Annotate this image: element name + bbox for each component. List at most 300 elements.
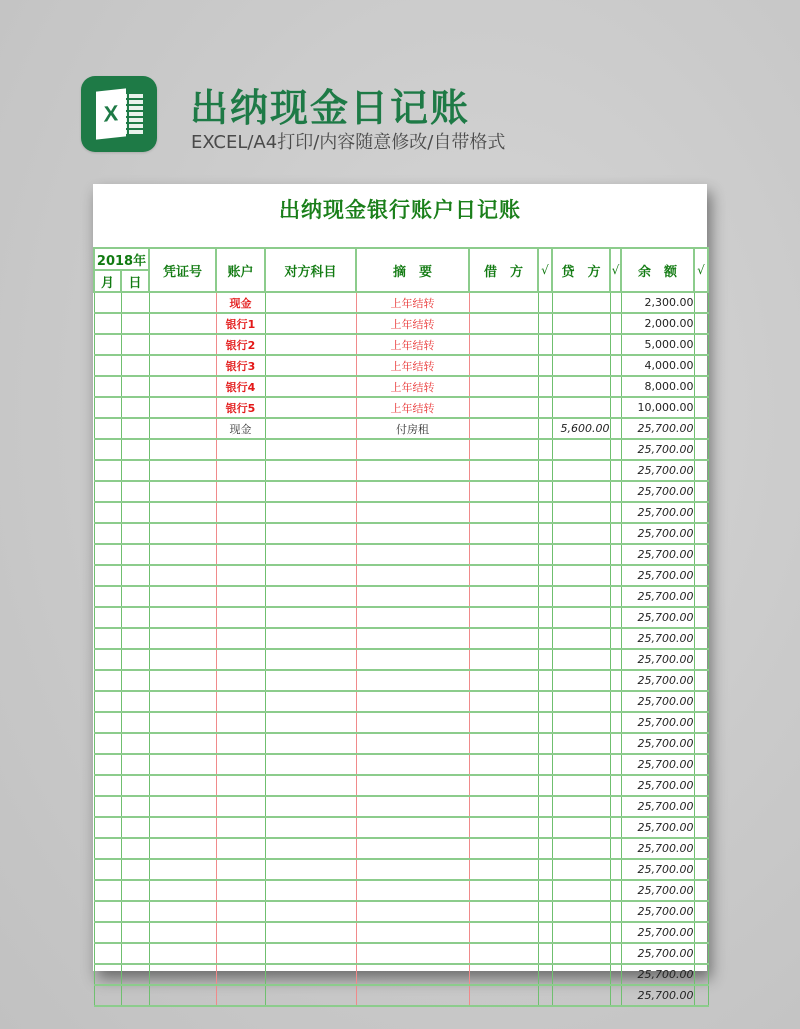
cell-debit[interactable] bbox=[469, 565, 538, 586]
cell-credit-check[interactable] bbox=[610, 292, 621, 313]
cell-balance[interactable]: 8,000.00 bbox=[621, 376, 694, 397]
cell-balance-check[interactable] bbox=[694, 754, 708, 775]
cell-balance[interactable]: 25,700.00 bbox=[621, 838, 694, 859]
cell-summary[interactable] bbox=[356, 775, 469, 796]
cell-voucher[interactable] bbox=[149, 586, 216, 607]
cell-credit-check[interactable] bbox=[610, 502, 621, 523]
cell-debit[interactable] bbox=[469, 670, 538, 691]
cell-account[interactable] bbox=[216, 817, 265, 838]
cell-debit[interactable] bbox=[469, 439, 538, 460]
cell-day[interactable] bbox=[121, 838, 149, 859]
cell-debit-check[interactable] bbox=[538, 943, 552, 964]
cell-account[interactable] bbox=[216, 460, 265, 481]
cell-credit-check[interactable] bbox=[610, 376, 621, 397]
cell-credit-check[interactable] bbox=[610, 922, 621, 943]
cell-day[interactable] bbox=[121, 943, 149, 964]
cell-debit-check[interactable] bbox=[538, 502, 552, 523]
cell-debit-check[interactable] bbox=[538, 754, 552, 775]
cell-debit-check[interactable] bbox=[538, 628, 552, 649]
cell-counter-account[interactable] bbox=[265, 292, 356, 313]
cell-voucher[interactable] bbox=[149, 838, 216, 859]
cell-credit[interactable] bbox=[552, 838, 610, 859]
cell-credit[interactable] bbox=[552, 313, 610, 334]
cell-balance-check[interactable] bbox=[694, 544, 708, 565]
cell-credit[interactable] bbox=[552, 985, 610, 1006]
cell-debit[interactable] bbox=[469, 502, 538, 523]
cell-credit[interactable] bbox=[552, 544, 610, 565]
cell-credit[interactable] bbox=[552, 859, 610, 880]
cell-debit-check[interactable] bbox=[538, 439, 552, 460]
cell-day[interactable] bbox=[121, 544, 149, 565]
cell-debit[interactable] bbox=[469, 733, 538, 754]
cell-account[interactable] bbox=[216, 880, 265, 901]
cell-debit-check[interactable] bbox=[538, 880, 552, 901]
cell-account[interactable] bbox=[216, 838, 265, 859]
cell-balance[interactable]: 25,700.00 bbox=[621, 586, 694, 607]
cell-balance-check[interactable] bbox=[694, 439, 708, 460]
cell-balance[interactable]: 25,700.00 bbox=[621, 943, 694, 964]
cell-debit[interactable] bbox=[469, 796, 538, 817]
cell-voucher[interactable] bbox=[149, 397, 216, 418]
cell-balance-check[interactable] bbox=[694, 649, 708, 670]
cell-balance[interactable]: 25,700.00 bbox=[621, 796, 694, 817]
cell-counter-account[interactable] bbox=[265, 313, 356, 334]
cell-balance[interactable]: 25,700.00 bbox=[621, 565, 694, 586]
cell-day[interactable] bbox=[121, 796, 149, 817]
cell-summary[interactable] bbox=[356, 901, 469, 922]
cell-balance[interactable]: 2,000.00 bbox=[621, 313, 694, 334]
cell-month[interactable] bbox=[94, 376, 121, 397]
cell-account[interactable] bbox=[216, 649, 265, 670]
cell-summary[interactable] bbox=[356, 670, 469, 691]
cell-balance-check[interactable] bbox=[694, 313, 708, 334]
cell-month[interactable] bbox=[94, 313, 121, 334]
cell-balance-check[interactable] bbox=[694, 607, 708, 628]
cell-month[interactable] bbox=[94, 523, 121, 544]
cell-balance[interactable]: 25,700.00 bbox=[621, 502, 694, 523]
cell-account[interactable] bbox=[216, 943, 265, 964]
cell-credit[interactable] bbox=[552, 439, 610, 460]
cell-credit[interactable] bbox=[552, 691, 610, 712]
cell-month[interactable] bbox=[94, 292, 121, 313]
cell-credit-check[interactable] bbox=[610, 313, 621, 334]
cell-voucher[interactable] bbox=[149, 607, 216, 628]
cell-balance[interactable]: 10,000.00 bbox=[621, 397, 694, 418]
cell-credit-check[interactable] bbox=[610, 544, 621, 565]
cell-balance-check[interactable] bbox=[694, 691, 708, 712]
cell-account[interactable] bbox=[216, 670, 265, 691]
cell-balance[interactable]: 25,700.00 bbox=[621, 607, 694, 628]
cell-debit-check[interactable] bbox=[538, 334, 552, 355]
cell-month[interactable] bbox=[94, 670, 121, 691]
cell-balance[interactable]: 25,700.00 bbox=[621, 544, 694, 565]
cell-day[interactable] bbox=[121, 523, 149, 544]
cell-balance-check[interactable] bbox=[694, 838, 708, 859]
cell-day[interactable] bbox=[121, 439, 149, 460]
cell-credit-check[interactable] bbox=[610, 334, 621, 355]
cell-credit[interactable] bbox=[552, 775, 610, 796]
cell-debit-check[interactable] bbox=[538, 670, 552, 691]
cell-day[interactable] bbox=[121, 628, 149, 649]
cell-debit-check[interactable] bbox=[538, 712, 552, 733]
cell-counter-account[interactable] bbox=[265, 439, 356, 460]
cell-credit-check[interactable] bbox=[610, 838, 621, 859]
cell-debit-check[interactable] bbox=[538, 964, 552, 985]
cell-month[interactable] bbox=[94, 460, 121, 481]
cell-account[interactable]: 现金 bbox=[216, 418, 265, 439]
cell-debit[interactable] bbox=[469, 376, 538, 397]
cell-account[interactable] bbox=[216, 754, 265, 775]
cell-debit-check[interactable] bbox=[538, 397, 552, 418]
cell-day[interactable] bbox=[121, 754, 149, 775]
cell-summary[interactable] bbox=[356, 943, 469, 964]
cell-account[interactable] bbox=[216, 544, 265, 565]
cell-voucher[interactable] bbox=[149, 418, 216, 439]
cell-debit[interactable] bbox=[469, 754, 538, 775]
cell-summary[interactable] bbox=[356, 628, 469, 649]
cell-voucher[interactable] bbox=[149, 628, 216, 649]
cell-credit-check[interactable] bbox=[610, 355, 621, 376]
cell-credit-check[interactable] bbox=[610, 523, 621, 544]
cell-balance[interactable]: 25,700.00 bbox=[621, 712, 694, 733]
cell-month[interactable] bbox=[94, 859, 121, 880]
cell-day[interactable] bbox=[121, 355, 149, 376]
cell-credit[interactable] bbox=[552, 964, 610, 985]
cell-balance[interactable]: 25,700.00 bbox=[621, 754, 694, 775]
cell-summary[interactable] bbox=[356, 523, 469, 544]
cell-credit-check[interactable] bbox=[610, 670, 621, 691]
cell-counter-account[interactable] bbox=[265, 418, 356, 439]
cell-account[interactable] bbox=[216, 523, 265, 544]
cell-debit[interactable] bbox=[469, 901, 538, 922]
cell-debit-check[interactable] bbox=[538, 649, 552, 670]
cell-day[interactable] bbox=[121, 691, 149, 712]
cell-account[interactable] bbox=[216, 565, 265, 586]
cell-summary[interactable] bbox=[356, 607, 469, 628]
cell-debit-check[interactable] bbox=[538, 859, 552, 880]
cell-debit-check[interactable] bbox=[538, 817, 552, 838]
cell-counter-account[interactable] bbox=[265, 922, 356, 943]
cell-credit[interactable] bbox=[552, 355, 610, 376]
cell-debit-check[interactable] bbox=[538, 901, 552, 922]
cell-debit[interactable] bbox=[469, 334, 538, 355]
cell-credit-check[interactable] bbox=[610, 817, 621, 838]
cell-account[interactable] bbox=[216, 628, 265, 649]
cell-debit[interactable] bbox=[469, 586, 538, 607]
cell-balance-check[interactable] bbox=[694, 901, 708, 922]
cell-balance[interactable]: 25,700.00 bbox=[621, 964, 694, 985]
cell-counter-account[interactable] bbox=[265, 985, 356, 1006]
cell-balance-check[interactable] bbox=[694, 376, 708, 397]
cell-summary[interactable] bbox=[356, 922, 469, 943]
cell-balance-check[interactable] bbox=[694, 943, 708, 964]
cell-debit[interactable] bbox=[469, 880, 538, 901]
cell-counter-account[interactable] bbox=[265, 838, 356, 859]
cell-counter-account[interactable] bbox=[265, 964, 356, 985]
cell-debit[interactable] bbox=[469, 460, 538, 481]
cell-credit[interactable] bbox=[552, 460, 610, 481]
cell-month[interactable] bbox=[94, 880, 121, 901]
cell-counter-account[interactable] bbox=[265, 334, 356, 355]
cell-account[interactable] bbox=[216, 901, 265, 922]
cell-voucher[interactable] bbox=[149, 313, 216, 334]
cell-month[interactable] bbox=[94, 691, 121, 712]
cell-account[interactable] bbox=[216, 712, 265, 733]
cell-day[interactable] bbox=[121, 859, 149, 880]
cell-credit-check[interactable] bbox=[610, 607, 621, 628]
cell-debit[interactable] bbox=[469, 985, 538, 1006]
cell-credit-check[interactable] bbox=[610, 586, 621, 607]
cell-balance-check[interactable] bbox=[694, 334, 708, 355]
cell-debit-check[interactable] bbox=[538, 418, 552, 439]
cell-day[interactable] bbox=[121, 733, 149, 754]
cell-balance[interactable]: 25,700.00 bbox=[621, 670, 694, 691]
cell-voucher[interactable] bbox=[149, 565, 216, 586]
cell-debit-check[interactable] bbox=[538, 922, 552, 943]
cell-debit-check[interactable] bbox=[538, 796, 552, 817]
cell-balance-check[interactable] bbox=[694, 586, 708, 607]
cell-debit[interactable] bbox=[469, 775, 538, 796]
cell-summary[interactable] bbox=[356, 733, 469, 754]
cell-summary[interactable]: 上年结转 bbox=[356, 397, 469, 418]
cell-month[interactable] bbox=[94, 901, 121, 922]
cell-voucher[interactable] bbox=[149, 649, 216, 670]
cell-account[interactable] bbox=[216, 922, 265, 943]
cell-debit-check[interactable] bbox=[538, 292, 552, 313]
cell-account[interactable] bbox=[216, 586, 265, 607]
cell-debit[interactable] bbox=[469, 523, 538, 544]
cell-month[interactable] bbox=[94, 334, 121, 355]
cell-balance-check[interactable] bbox=[694, 397, 708, 418]
cell-balance-check[interactable] bbox=[694, 922, 708, 943]
cell-counter-account[interactable] bbox=[265, 565, 356, 586]
cell-counter-account[interactable] bbox=[265, 691, 356, 712]
cell-month[interactable] bbox=[94, 922, 121, 943]
cell-account[interactable] bbox=[216, 733, 265, 754]
cell-counter-account[interactable] bbox=[265, 880, 356, 901]
cell-credit-check[interactable] bbox=[610, 565, 621, 586]
cell-balance-check[interactable] bbox=[694, 817, 708, 838]
cell-credit[interactable] bbox=[552, 754, 610, 775]
cell-balance-check[interactable] bbox=[694, 460, 708, 481]
cell-account[interactable] bbox=[216, 859, 265, 880]
cell-debit[interactable] bbox=[469, 943, 538, 964]
cell-voucher[interactable] bbox=[149, 901, 216, 922]
cell-day[interactable] bbox=[121, 670, 149, 691]
cell-balance-check[interactable] bbox=[694, 733, 708, 754]
cell-balance-check[interactable] bbox=[694, 502, 708, 523]
cell-debit[interactable] bbox=[469, 964, 538, 985]
cell-credit-check[interactable] bbox=[610, 397, 621, 418]
cell-debit[interactable] bbox=[469, 922, 538, 943]
cell-credit-check[interactable] bbox=[610, 964, 621, 985]
cell-balance-check[interactable] bbox=[694, 859, 708, 880]
cell-balance-check[interactable] bbox=[694, 523, 708, 544]
cell-debit-check[interactable] bbox=[538, 544, 552, 565]
cell-day[interactable] bbox=[121, 985, 149, 1006]
cell-voucher[interactable] bbox=[149, 292, 216, 313]
cell-summary[interactable] bbox=[356, 817, 469, 838]
cell-debit-check[interactable] bbox=[538, 313, 552, 334]
cell-day[interactable] bbox=[121, 376, 149, 397]
cell-debit[interactable] bbox=[469, 355, 538, 376]
cell-voucher[interactable] bbox=[149, 880, 216, 901]
cell-balance-check[interactable] bbox=[694, 355, 708, 376]
cell-day[interactable] bbox=[121, 817, 149, 838]
cell-credit[interactable] bbox=[552, 376, 610, 397]
cell-voucher[interactable] bbox=[149, 859, 216, 880]
cell-credit-check[interactable] bbox=[610, 418, 621, 439]
cell-account[interactable]: 银行4 bbox=[216, 376, 265, 397]
cell-balance-check[interactable] bbox=[694, 628, 708, 649]
cell-credit[interactable] bbox=[552, 817, 610, 838]
cell-credit[interactable] bbox=[552, 670, 610, 691]
cell-day[interactable] bbox=[121, 712, 149, 733]
cell-counter-account[interactable] bbox=[265, 817, 356, 838]
cell-balance[interactable]: 25,700.00 bbox=[621, 775, 694, 796]
cell-month[interactable] bbox=[94, 544, 121, 565]
cell-credit-check[interactable] bbox=[610, 691, 621, 712]
cell-voucher[interactable] bbox=[149, 691, 216, 712]
cell-balance[interactable]: 25,700.00 bbox=[621, 418, 694, 439]
cell-day[interactable] bbox=[121, 880, 149, 901]
cell-counter-account[interactable] bbox=[265, 733, 356, 754]
cell-counter-account[interactable] bbox=[265, 943, 356, 964]
cell-credit-check[interactable] bbox=[610, 754, 621, 775]
cell-summary[interactable] bbox=[356, 880, 469, 901]
cell-credit[interactable] bbox=[552, 733, 610, 754]
cell-debit[interactable] bbox=[469, 418, 538, 439]
cell-summary[interactable] bbox=[356, 544, 469, 565]
cell-month[interactable] bbox=[94, 628, 121, 649]
cell-debit-check[interactable] bbox=[538, 775, 552, 796]
cell-balance[interactable]: 4,000.00 bbox=[621, 355, 694, 376]
cell-balance[interactable]: 25,700.00 bbox=[621, 691, 694, 712]
cell-balance[interactable]: 25,700.00 bbox=[621, 628, 694, 649]
cell-voucher[interactable] bbox=[149, 943, 216, 964]
cell-credit[interactable] bbox=[552, 334, 610, 355]
cell-credit-check[interactable] bbox=[610, 859, 621, 880]
cell-account[interactable]: 银行3 bbox=[216, 355, 265, 376]
cell-day[interactable] bbox=[121, 922, 149, 943]
cell-day[interactable] bbox=[121, 481, 149, 502]
cell-summary[interactable] bbox=[356, 439, 469, 460]
cell-account[interactable]: 现金 bbox=[216, 292, 265, 313]
cell-credit[interactable] bbox=[552, 901, 610, 922]
cell-voucher[interactable] bbox=[149, 355, 216, 376]
cell-credit[interactable] bbox=[552, 523, 610, 544]
cell-day[interactable] bbox=[121, 397, 149, 418]
cell-summary[interactable] bbox=[356, 859, 469, 880]
cell-counter-account[interactable] bbox=[265, 586, 356, 607]
cell-debit[interactable] bbox=[469, 649, 538, 670]
cell-counter-account[interactable] bbox=[265, 670, 356, 691]
cell-balance-check[interactable] bbox=[694, 880, 708, 901]
cell-counter-account[interactable] bbox=[265, 502, 356, 523]
cell-credit[interactable]: 5,600.00 bbox=[552, 418, 610, 439]
cell-credit[interactable] bbox=[552, 712, 610, 733]
cell-month[interactable] bbox=[94, 418, 121, 439]
cell-debit[interactable] bbox=[469, 628, 538, 649]
cell-debit-check[interactable] bbox=[538, 376, 552, 397]
cell-debit[interactable] bbox=[469, 691, 538, 712]
cell-balance[interactable]: 25,700.00 bbox=[621, 733, 694, 754]
cell-month[interactable] bbox=[94, 502, 121, 523]
cell-voucher[interactable] bbox=[149, 502, 216, 523]
cell-credit-check[interactable] bbox=[610, 901, 621, 922]
cell-counter-account[interactable] bbox=[265, 523, 356, 544]
cell-summary[interactable] bbox=[356, 796, 469, 817]
cell-counter-account[interactable] bbox=[265, 754, 356, 775]
cell-credit-check[interactable] bbox=[610, 481, 621, 502]
cell-debit[interactable] bbox=[469, 544, 538, 565]
cell-debit[interactable] bbox=[469, 817, 538, 838]
cell-account[interactable] bbox=[216, 607, 265, 628]
cell-account[interactable] bbox=[216, 964, 265, 985]
cell-balance[interactable]: 25,700.00 bbox=[621, 859, 694, 880]
cell-voucher[interactable] bbox=[149, 334, 216, 355]
cell-debit-check[interactable] bbox=[538, 985, 552, 1006]
cell-summary[interactable] bbox=[356, 460, 469, 481]
cell-credit[interactable] bbox=[552, 607, 610, 628]
cell-account[interactable]: 银行2 bbox=[216, 334, 265, 355]
cell-balance-check[interactable] bbox=[694, 481, 708, 502]
cell-debit-check[interactable] bbox=[538, 460, 552, 481]
cell-counter-account[interactable] bbox=[265, 397, 356, 418]
cell-counter-account[interactable] bbox=[265, 775, 356, 796]
cell-account[interactable] bbox=[216, 481, 265, 502]
cell-day[interactable] bbox=[121, 460, 149, 481]
cell-credit-check[interactable] bbox=[610, 943, 621, 964]
cell-balance-check[interactable] bbox=[694, 292, 708, 313]
cell-voucher[interactable] bbox=[149, 439, 216, 460]
cell-balance[interactable]: 25,700.00 bbox=[621, 523, 694, 544]
cell-summary[interactable]: 付房租 bbox=[356, 418, 469, 439]
cell-summary[interactable] bbox=[356, 712, 469, 733]
cell-day[interactable] bbox=[121, 649, 149, 670]
cell-credit[interactable] bbox=[552, 880, 610, 901]
cell-debit[interactable] bbox=[469, 313, 538, 334]
cell-day[interactable] bbox=[121, 565, 149, 586]
cell-month[interactable] bbox=[94, 964, 121, 985]
cell-day[interactable] bbox=[121, 313, 149, 334]
cell-debit-check[interactable] bbox=[538, 481, 552, 502]
cell-month[interactable] bbox=[94, 796, 121, 817]
cell-voucher[interactable] bbox=[149, 817, 216, 838]
cell-day[interactable] bbox=[121, 292, 149, 313]
cell-voucher[interactable] bbox=[149, 985, 216, 1006]
cell-voucher[interactable] bbox=[149, 754, 216, 775]
cell-balance[interactable]: 25,700.00 bbox=[621, 439, 694, 460]
cell-month[interactable] bbox=[94, 733, 121, 754]
cell-voucher[interactable] bbox=[149, 523, 216, 544]
cell-credit[interactable] bbox=[552, 649, 610, 670]
cell-credit-check[interactable] bbox=[610, 460, 621, 481]
cell-voucher[interactable] bbox=[149, 712, 216, 733]
cell-month[interactable] bbox=[94, 586, 121, 607]
cell-day[interactable] bbox=[121, 502, 149, 523]
cell-debit-check[interactable] bbox=[538, 355, 552, 376]
cell-credit[interactable] bbox=[552, 481, 610, 502]
cell-counter-account[interactable] bbox=[265, 460, 356, 481]
cell-day[interactable] bbox=[121, 964, 149, 985]
cell-balance-check[interactable] bbox=[694, 670, 708, 691]
cell-day[interactable] bbox=[121, 418, 149, 439]
cell-balance-check[interactable] bbox=[694, 796, 708, 817]
cell-month[interactable] bbox=[94, 355, 121, 376]
cell-credit-check[interactable] bbox=[610, 649, 621, 670]
cell-counter-account[interactable] bbox=[265, 544, 356, 565]
